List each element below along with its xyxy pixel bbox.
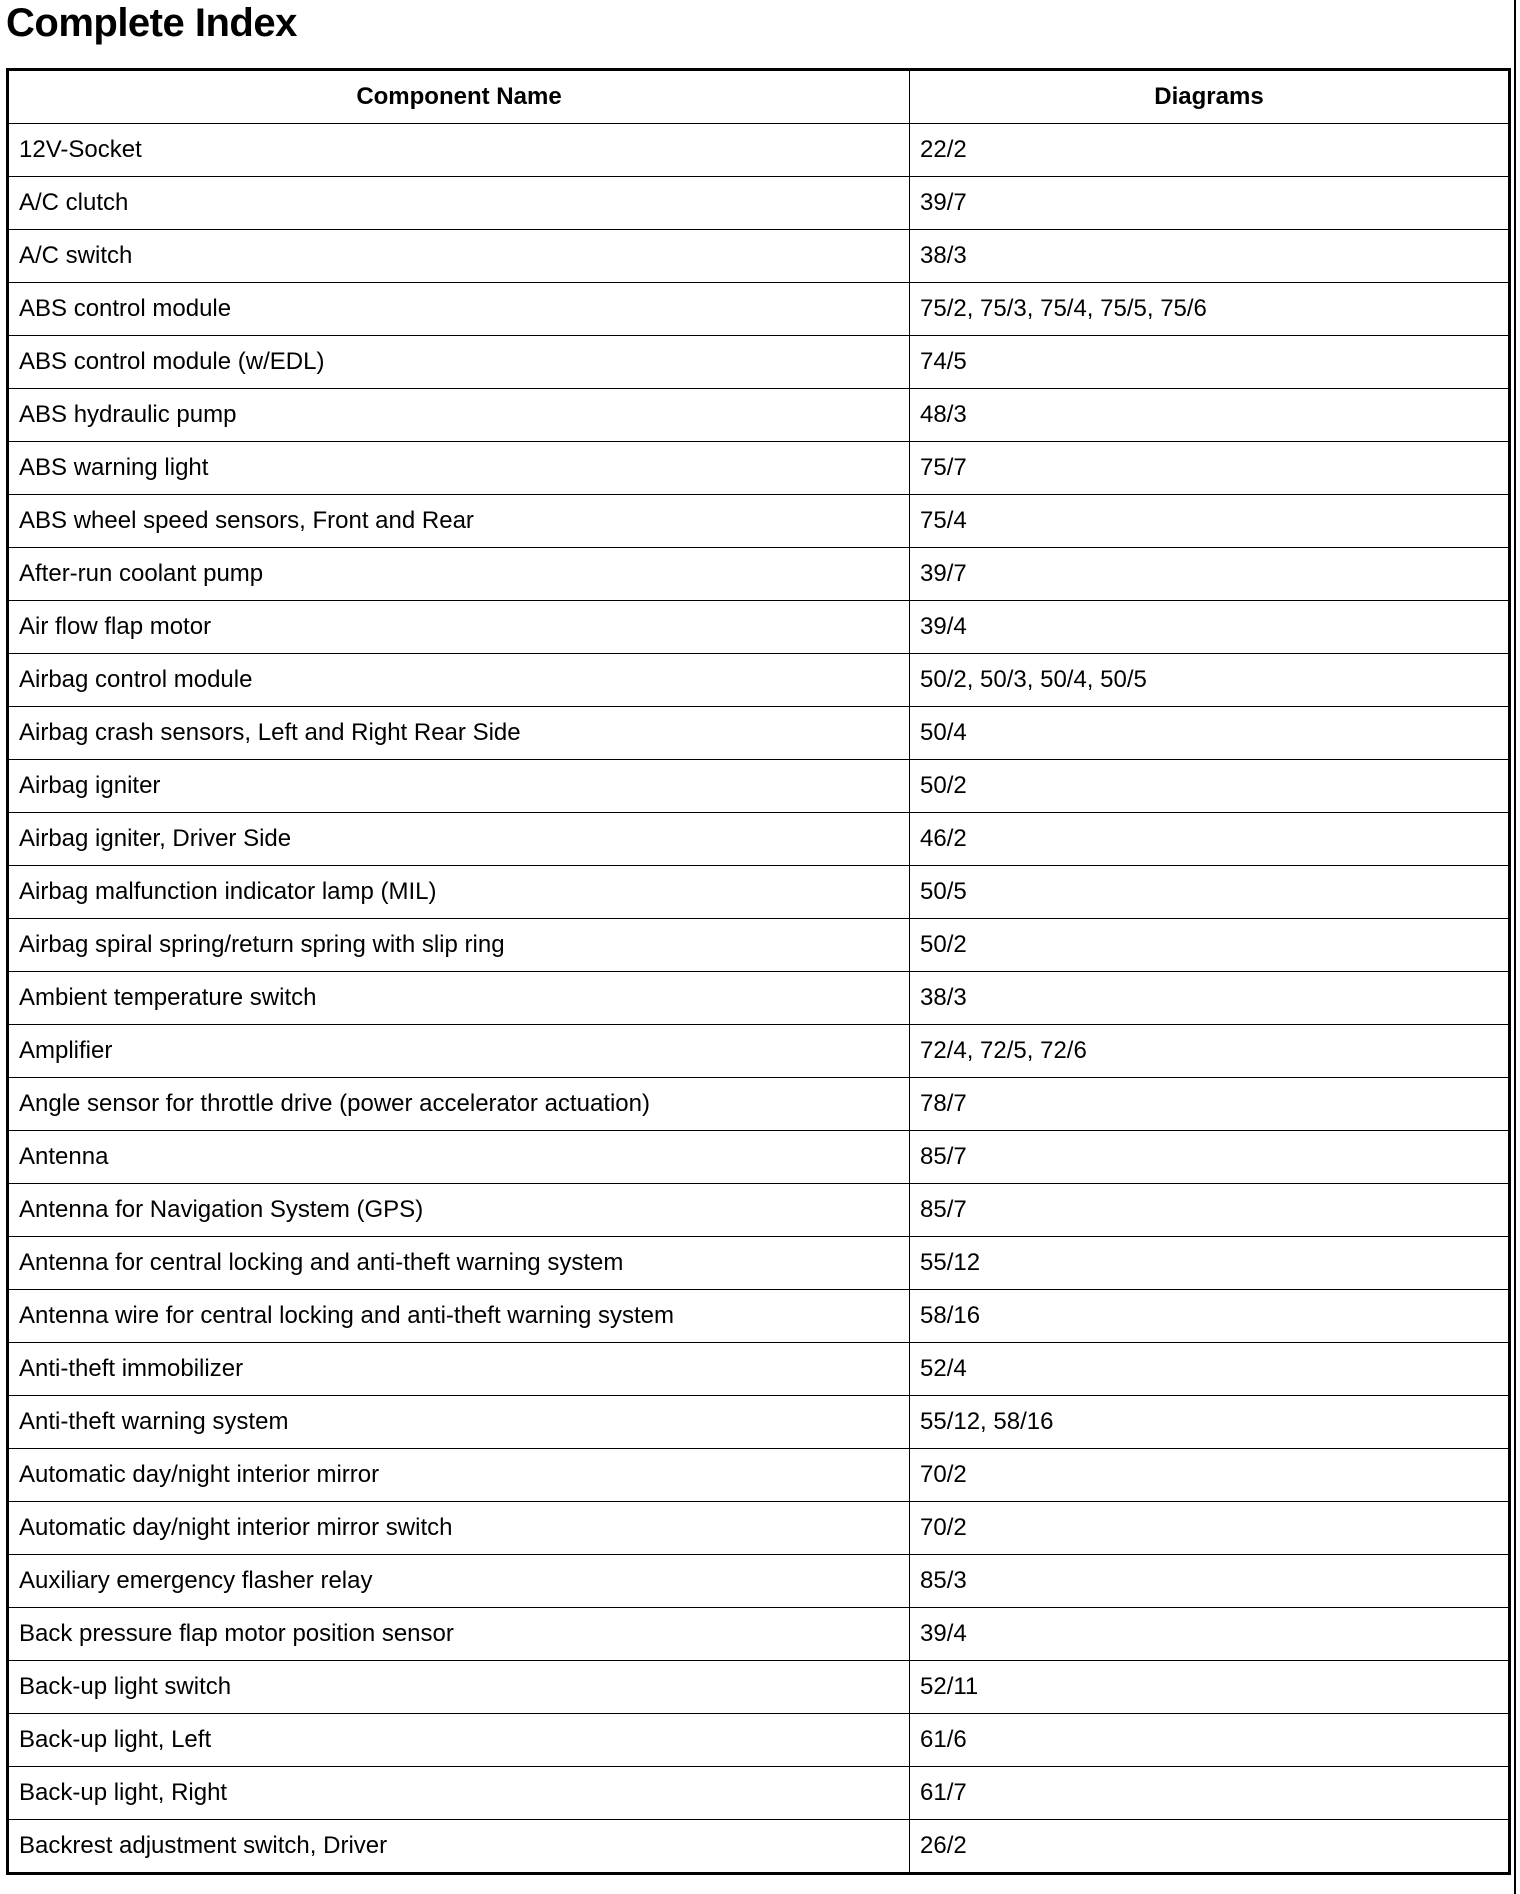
- component-name-cell: Airbag crash sensors, Left and Right Rear Side: [8, 707, 910, 760]
- diagrams-cell: 39/4: [910, 601, 1510, 654]
- table-row: [8, 866, 1510, 919]
- column-header-diagrams: Diagrams: [910, 70, 1510, 124]
- component-name-cell: Antenna: [8, 1131, 910, 1184]
- diagrams-cell: 61/6: [910, 1714, 1510, 1767]
- component-name-cell: Air flow flap motor: [8, 601, 910, 654]
- table-row: [8, 1502, 1510, 1555]
- table-row: [8, 1343, 1510, 1396]
- diagrams-cell: 72/4, 72/5, 72/6: [910, 1025, 1510, 1078]
- component-name-cell: ABS warning light: [8, 442, 910, 495]
- table-row: [8, 1820, 1510, 1874]
- diagrams-cell: 50/4: [910, 707, 1510, 760]
- component-name-cell: After-run coolant pump: [8, 548, 910, 601]
- table-row: [8, 1396, 1510, 1449]
- diagrams-cell: 50/5: [910, 866, 1510, 919]
- table-row: [8, 760, 1510, 813]
- diagrams-cell: 61/7: [910, 1767, 1510, 1820]
- diagrams-cell: 52/4: [910, 1343, 1510, 1396]
- component-name-cell: Back-up light, Left: [8, 1714, 910, 1767]
- component-name-cell: Back-up light switch: [8, 1661, 910, 1714]
- page-edge-rule: [1514, 0, 1516, 1894]
- component-name-cell: Amplifier: [8, 1025, 910, 1078]
- table-header-row: [8, 70, 1510, 124]
- table-row: [8, 1767, 1510, 1820]
- table-row: [8, 548, 1510, 601]
- diagrams-cell: 39/7: [910, 548, 1510, 601]
- diagrams-cell: 85/3: [910, 1555, 1510, 1608]
- diagrams-cell: 50/2: [910, 760, 1510, 813]
- component-name-cell: ABS control module: [8, 283, 910, 336]
- table-row: [8, 1449, 1510, 1502]
- table-row: [8, 1078, 1510, 1131]
- component-name-cell: Airbag igniter, Driver Side: [8, 813, 910, 866]
- table-row: [8, 177, 1510, 230]
- component-index-table: [6, 68, 1511, 1875]
- table-row: [8, 1184, 1510, 1237]
- component-name-cell: ABS hydraulic pump: [8, 389, 910, 442]
- component-name-cell: Anti-theft warning system: [8, 1396, 910, 1449]
- component-name-cell: Back-up light, Right: [8, 1767, 910, 1820]
- table-row: [8, 230, 1510, 283]
- column-header-component-name: Component Name: [8, 70, 910, 124]
- component-name-cell: Airbag control module: [8, 654, 910, 707]
- table-row: [8, 1555, 1510, 1608]
- diagrams-cell: 22/2: [910, 124, 1510, 177]
- component-name-cell: Antenna for central locking and anti-theft warning system: [8, 1237, 910, 1290]
- component-name-cell: Angle sensor for throttle drive (power accelerator actuation): [8, 1078, 910, 1131]
- diagrams-cell: 55/12, 58/16: [910, 1396, 1510, 1449]
- component-name-cell: Antenna wire for central locking and anti-theft warning system: [8, 1290, 910, 1343]
- component-name-cell: ABS control module (w/EDL): [8, 336, 910, 389]
- table-row: [8, 707, 1510, 760]
- component-name-cell: Antenna for Navigation System (GPS): [8, 1184, 910, 1237]
- diagrams-cell: 75/7: [910, 442, 1510, 495]
- diagrams-cell: 74/5: [910, 336, 1510, 389]
- component-name-cell: A/C clutch: [8, 177, 910, 230]
- diagrams-cell: 26/2: [910, 1820, 1510, 1874]
- component-name-cell: Automatic day/night interior mirror switch: [8, 1502, 910, 1555]
- table-row: [8, 1714, 1510, 1767]
- component-name-cell: Back pressure flap motor position sensor: [8, 1608, 910, 1661]
- table-row: [8, 283, 1510, 336]
- diagrams-cell: 50/2: [910, 919, 1510, 972]
- diagrams-cell: 85/7: [910, 1131, 1510, 1184]
- component-name-cell: Airbag spiral spring/return spring with slip ring: [8, 919, 910, 972]
- diagrams-cell: 38/3: [910, 230, 1510, 283]
- component-name-cell: Backrest adjustment switch, Driver: [8, 1820, 910, 1874]
- diagrams-cell: 78/7: [910, 1078, 1510, 1131]
- diagrams-cell: 70/2: [910, 1449, 1510, 1502]
- component-name-cell: 12V-Socket: [8, 124, 910, 177]
- diagrams-cell: 52/11: [910, 1661, 1510, 1714]
- table-row: [8, 972, 1510, 1025]
- diagrams-cell: 75/2, 75/3, 75/4, 75/5, 75/6: [910, 283, 1510, 336]
- diagrams-cell: 38/3: [910, 972, 1510, 1025]
- diagrams-cell: 85/7: [910, 1184, 1510, 1237]
- diagrams-cell: 70/2: [910, 1502, 1510, 1555]
- table-row: [8, 495, 1510, 548]
- diagrams-cell: 58/16: [910, 1290, 1510, 1343]
- diagrams-cell: 48/3: [910, 389, 1510, 442]
- table-row: [8, 1290, 1510, 1343]
- table-row: [8, 124, 1510, 177]
- component-name-cell: Anti-theft immobilizer: [8, 1343, 910, 1396]
- table-row: [8, 1131, 1510, 1184]
- component-name-cell: Automatic day/night interior mirror: [8, 1449, 910, 1502]
- diagrams-cell: 55/12: [910, 1237, 1510, 1290]
- component-name-cell: Auxiliary emergency flasher relay: [8, 1555, 910, 1608]
- component-name-cell: A/C switch: [8, 230, 910, 283]
- diagrams-cell: 39/7: [910, 177, 1510, 230]
- component-name-cell: Airbag igniter: [8, 760, 910, 813]
- diagrams-cell: 39/4: [910, 1608, 1510, 1661]
- table-body: [8, 124, 1510, 1874]
- table-row: [8, 1025, 1510, 1078]
- table-row: [8, 654, 1510, 707]
- table-row: [8, 1661, 1510, 1714]
- component-name-cell: Ambient temperature switch: [8, 972, 910, 1025]
- component-name-cell: Airbag malfunction indicator lamp (MIL): [8, 866, 910, 919]
- table-row: [8, 919, 1510, 972]
- table-row: [8, 336, 1510, 389]
- page-title: Complete Index: [6, 1, 297, 45]
- component-name-cell: ABS wheel speed sensors, Front and Rear: [8, 495, 910, 548]
- table-row: [8, 442, 1510, 495]
- diagrams-cell: 46/2: [910, 813, 1510, 866]
- table-row: [8, 1608, 1510, 1661]
- diagrams-cell: 50/2, 50/3, 50/4, 50/5: [910, 654, 1510, 707]
- table-row: [8, 389, 1510, 442]
- diagrams-cell: 75/4: [910, 495, 1510, 548]
- table-row: [8, 1237, 1510, 1290]
- table-row: [8, 813, 1510, 866]
- table-row: [8, 601, 1510, 654]
